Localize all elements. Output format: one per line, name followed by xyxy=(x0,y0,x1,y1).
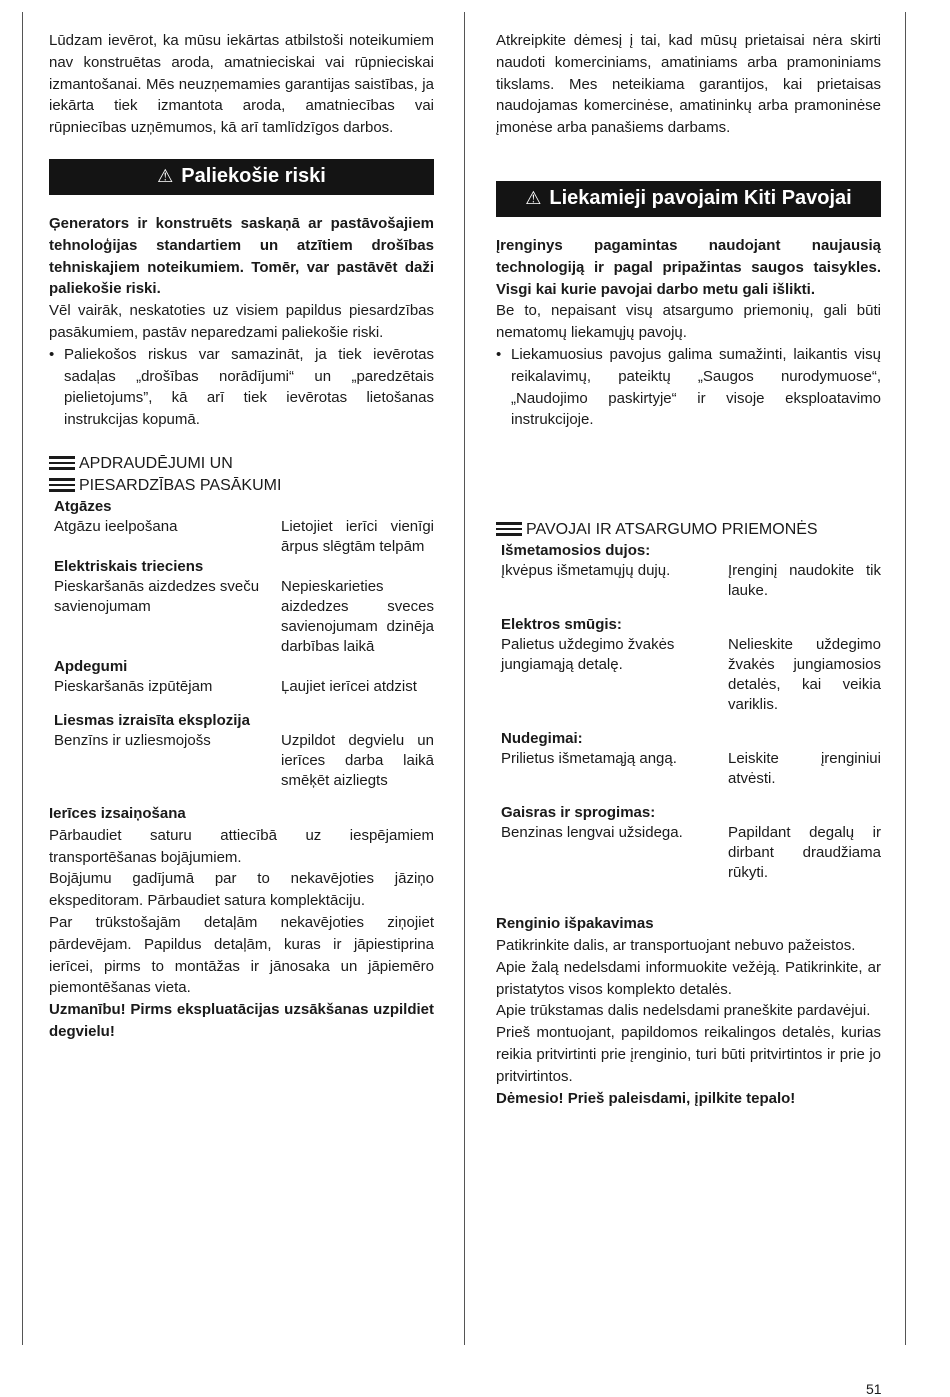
hazard-cell: Atgāzu ieelpošana xyxy=(54,517,178,535)
risk-bullet-item xyxy=(49,344,434,431)
left-column xyxy=(49,30,434,1043)
section-header-residual-risks xyxy=(496,181,881,217)
center-divider-line xyxy=(464,12,465,1345)
section-header-title: Paliekošie riski xyxy=(181,165,326,188)
hazards-table xyxy=(49,497,434,791)
section-header-residual-risks xyxy=(49,159,434,195)
risk-paragraph: Vēl vairāk, neskatoties uz visiem papildus piesardzības pasākumiem, pastāv neparedzami paliekošie riski. xyxy=(49,302,434,341)
hazards-section-title-2 xyxy=(49,475,434,497)
hazard-category: Atgāzes xyxy=(54,497,112,515)
warning-triangle-icon: ⚠ xyxy=(157,166,174,187)
bullet-text: Paliekošos riskus var samazināt, ja tiek ievērotas sadaļas „drošības norādījumi“ un „paredzētais pielietojums”, kā arī tiek ievērotas lietošanas instrukcijas kopumā. xyxy=(64,345,434,429)
measure-cell: Nepieskarieties aizdedzes sveces savienojumam dzinēja darbības laikā xyxy=(281,577,434,655)
list-lines-icon xyxy=(49,475,75,495)
hazard-cell: Benzīns ir uzliesmojošs xyxy=(54,731,211,749)
section-title-line-2: PIESARDZĪBAS PASĀKUMI xyxy=(79,476,282,494)
measure-cell: Ļaujiet ierīcei atdzist xyxy=(281,677,417,695)
unpacking-title: Ierīces izsaiņošana xyxy=(49,804,186,822)
hazards-section-title xyxy=(49,453,434,475)
hazard-category: Gaisras ir sprogimas: xyxy=(501,804,656,822)
right-margin-line xyxy=(905,12,906,1345)
risk-bullet-item xyxy=(496,344,881,431)
unpacking-paragraph: Patikrinkite dalis, ar transportuojant nebuvo pažeistos. xyxy=(496,936,856,954)
right-column xyxy=(496,30,881,1109)
unpacking-paragraph: Pārbaudiet saturu attiecībā uz iespējamiem transportēšanas bojājumiem. xyxy=(49,826,434,866)
bullet-icon: • xyxy=(496,345,502,363)
unpacking-title: Renginio išpakavimas xyxy=(496,915,654,933)
unpacking-warning: Dėmesio! Prieš paleisdami, įpilkite tepalo! xyxy=(496,1089,796,1107)
risk-bold-paragraph: Ģenerators ir konstruēts saskaņā ar pastāvošajiem tehnoloģijas standartiem un atzītiem drošības tehniskajiem noteikumiem. Tomēr, var pastāvēt daži paliekošie riski. xyxy=(49,214,434,298)
measure-cell: Lietojiet ierīci vienīgi ārpus slēgtām telpām xyxy=(281,517,434,555)
hazard-cell: Benzinas lengvai užsidega. xyxy=(501,824,683,842)
measure-cell: Nelieskite uždegimo žvakės jungiamosios detalės, kai veikia variklis. xyxy=(728,636,881,714)
bullet-icon: • xyxy=(49,345,55,363)
unpacking-paragraph: Prieš montuojant, papildomos reikalingos detalės, kurias reikia pritvirtinti prie įrenginio, turi būti pritvirtintos ir prie jo pritvirtintos. xyxy=(496,1024,881,1085)
hazard-category: Liesmas izraisīta eksplozija xyxy=(54,711,250,729)
section-header-title: Liekamieji pavojaim Kiti Pavojai xyxy=(549,187,852,210)
measure-cell: Įrenginį naudokite tik lauke. xyxy=(728,562,881,600)
hazards-table xyxy=(496,541,881,883)
hazard-category: Išmetamosios dujos: xyxy=(501,542,651,560)
hazard-category: Elektros smūgis: xyxy=(501,616,622,634)
unpacking-warning: Uzmanību! Pirms ekspluatācijas uzsākšanas uzpildiet degvielu! xyxy=(49,1001,434,1040)
list-lines-icon xyxy=(49,453,75,473)
unpacking-paragraph: Apie žalą nedelsdami informuokite vežėją. Patikrinkite, ar pristatytos visos komplekto detalės. xyxy=(496,958,881,998)
measure-cell: Papildant degalų ir dirbant draudžiama rūkyti. xyxy=(728,824,881,882)
section-title-line-1: APDRAUDĒJUMI UN xyxy=(79,454,233,472)
hazard-category: Elektriskais trieciens xyxy=(54,557,204,575)
intro-paragraph: Atkreipkite dėmesį į tai, kad mūsų prietaisai nėra skirti naudoti komerciniams, amatiniams arba pramoniniams tikslams. Mes neteikiama garantijos, kai prietaisas naudojamas komercinėse, amatininkų arba pramoninėse įmonėse arba panašiems darbams. xyxy=(496,32,881,137)
hazard-cell: Įkvėpus išmetamųjų dujų. xyxy=(501,562,671,580)
hazard-cell: Pieskaršanās aizdedzes sveču savienojumam xyxy=(54,577,260,615)
unpacking-paragraph: Bojājumu gadījumā par to nekavējoties jāziņo ekspeditoram. Pārbaudiet satura komplektāciju. xyxy=(49,870,434,910)
measure-cell: Uzpildot degvielu un ierīces darba laikā smēķēt aizliegts xyxy=(281,731,434,789)
hazards-section-title xyxy=(496,519,881,541)
risk-bold-paragraph: Įrenginys pagamintas naudojant naujausią technologiją ir pagal pripažintas saugos taisykles. Visgi kai kurie pavojai darbo metu gali išlikti. xyxy=(496,236,881,298)
list-lines-icon xyxy=(496,519,522,539)
hazard-cell: Pieskaršanās izpūtējam xyxy=(54,677,213,695)
hazard-category: Nudegimai: xyxy=(501,730,583,748)
warning-triangle-icon: ⚠ xyxy=(525,188,542,209)
bullet-text: Liekamuosius pavojus galima sumažinti, laikantis visų reikalavimų, pateiktų „Saugos nurodymuose“, „Naudojimo paskirtyje“ ir visoje eksploatavimo instrukcijoje. xyxy=(511,345,881,429)
unpacking-paragraph: Apie trūkstamas dalis nedelsdami praneškite pardavėjui. xyxy=(496,1002,871,1020)
measure-cell: Leiskite įrenginiui atvėsti. xyxy=(728,750,881,788)
intro-paragraph: Lūdzam ievērot, ka mūsu iekārtas atbilstoši noteikumiem nav konstruētas aroda, amatnieciskai vai rūpnieciskai izmantošanai. Mēs neuzņemamies garantijas saistības, ja iekārta tiek izmantota aroda, amatniecības vai rūpniecības uzņēmumos, kā arī tamlīdzīgos darbos. xyxy=(49,32,434,137)
hazard-cell: Prilietus išmetamąją angą. xyxy=(501,750,677,768)
hazard-category: Apdegumi xyxy=(54,657,128,675)
risk-paragraph: Be to, nepaisant visų atsargumo priemonių, gali būti nematomų liekamųjų pavojų. xyxy=(496,302,881,342)
section-title-line: PAVOJAI IR ATSARGUMO PRIEMONĖS xyxy=(526,521,818,539)
left-margin-line xyxy=(22,12,23,1345)
hazard-cell: Palietus uždegimo žvakės jungiamąją detalę. xyxy=(501,636,675,674)
unpacking-paragraph: Par trūkstošajām detaļām nekavējoties ziņojiet pārdevējam. Papildus detaļām, kuras ir jāpiestiprina ierīcei, pirms to montāžas ir jānosaka un jāpiemēro piemontēšanas vieta. xyxy=(49,913,434,997)
page-number: 51 xyxy=(866,1381,882,1397)
